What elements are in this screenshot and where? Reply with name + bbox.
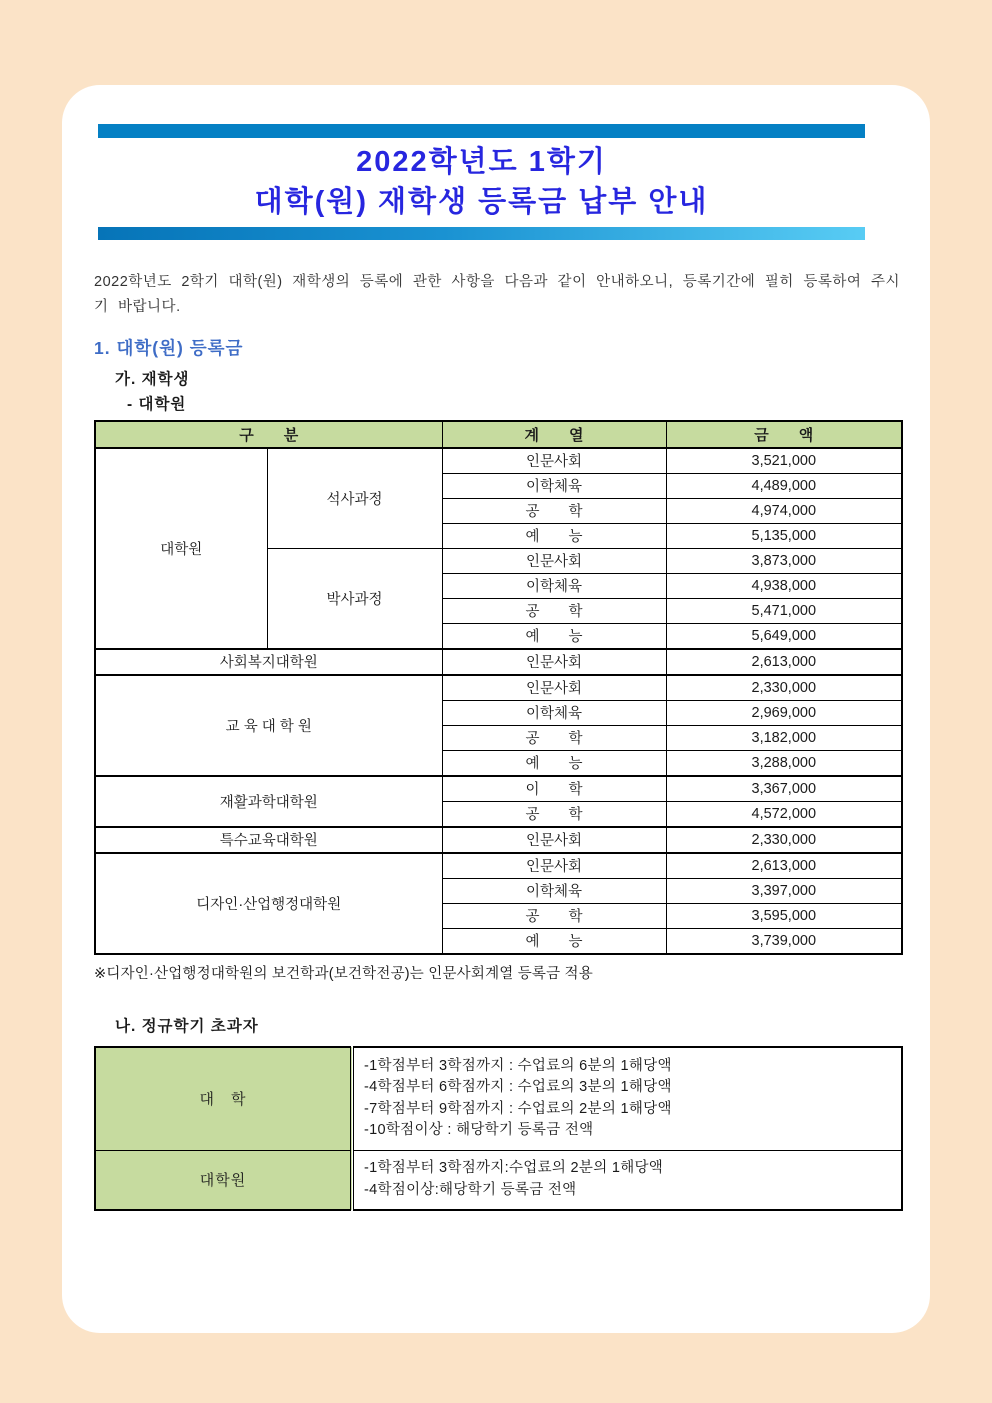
table-row	[95, 827, 902, 853]
cell-category: 이학체육	[442, 573, 666, 598]
header-cell-gubun: 구 분	[95, 421, 442, 448]
title-line-1: 2022학년도 1학기	[356, 146, 607, 178]
cell-amount: 4,489,000	[666, 473, 902, 498]
cell-amount: 2,330,000	[666, 827, 902, 853]
cell-group-jaehwal: 재활과학대학원	[95, 776, 442, 827]
cell-amount: 4,572,000	[666, 801, 902, 827]
cell-amount: 3,739,000	[666, 928, 902, 954]
cell-amount: 3,182,000	[666, 725, 902, 750]
document-title	[98, 138, 865, 227]
table-row	[95, 853, 902, 879]
table-row	[95, 776, 902, 802]
cell-category: 예 능	[442, 623, 666, 649]
cell-group-design: 디자인·산업행정대학원	[95, 853, 442, 954]
cell-category: 인문사회	[442, 853, 666, 879]
header-cell-gyeyeol: 계 열	[442, 421, 666, 448]
cell-category: 예 능	[442, 523, 666, 548]
cell-group-teuksu: 특수교육대학원	[95, 827, 442, 853]
cell-amount: 4,938,000	[666, 573, 902, 598]
cell-amount: 5,471,000	[666, 598, 902, 623]
cell-amount: 2,613,000	[666, 649, 902, 675]
desc-line: -4학점이상:해당학기 등록금 전액	[364, 1181, 577, 1198]
title-top-bar	[98, 124, 865, 138]
cell-category: 공 학	[442, 903, 666, 928]
table-row	[95, 649, 902, 675]
cell-category: 인문사회	[442, 548, 666, 573]
cell-category: 예 능	[442, 750, 666, 776]
tuition-table-header-row	[95, 421, 902, 448]
cell-group-baksa: 박사과정	[267, 548, 442, 649]
cell-label-university: 대 학	[95, 1047, 352, 1151]
desc-line: -7학점부터 9학점까지 : 수업료의 2분의 1해당액	[364, 1100, 672, 1117]
cell-amount: 2,613,000	[666, 853, 902, 879]
desc-line: -10학점이상 : 해당학기 등록금 전액	[364, 1122, 594, 1138]
subsection-dash-label: - 대학원	[127, 395, 187, 413]
cell-category: 이 학	[442, 776, 666, 802]
intro-paragraph: 2022학년도 2학기 대학(원) 재학생의 등록에 관한 사항을 다음과 같이 안내하오니, 등록기간에 필히 등록하여 주시기 바랍니다.	[94, 274, 900, 315]
cell-category: 인문사회	[442, 675, 666, 701]
cell-category: 공 학	[442, 498, 666, 523]
subsection-a-label: 가. 재학생	[115, 370, 190, 388]
cell-amount: 3,397,000	[666, 878, 902, 903]
cell-category: 공 학	[442, 598, 666, 623]
title-bottom-bar	[98, 227, 865, 240]
cell-group-seoksa: 석사과정	[267, 448, 442, 549]
document-card	[62, 85, 930, 1333]
section-b-heading: 나. 정규학기 초과자	[115, 1017, 259, 1035]
excess-semester-table	[94, 1046, 903, 1211]
tuition-table	[94, 420, 903, 955]
cell-category: 인문사회	[442, 649, 666, 675]
table-row	[95, 675, 902, 701]
cell-desc-gradschool	[352, 1150, 902, 1210]
cell-category: 인문사회	[442, 827, 666, 853]
cell-category: 인문사회	[442, 448, 666, 474]
table-row	[95, 1150, 902, 1210]
design-school-note: ※디자인·산업행정대학원의 보건학과(보건학전공)는 인문사회계열 등록금 적용	[94, 965, 593, 982]
cell-category: 공 학	[442, 725, 666, 750]
cell-category: 이학체육	[442, 700, 666, 725]
cell-category: 이학체육	[442, 878, 666, 903]
cell-amount: 2,969,000	[666, 700, 902, 725]
cell-group-sahoebokji: 사회복지대학원	[95, 649, 442, 675]
cell-amount: 5,135,000	[666, 523, 902, 548]
header-cell-geumaek: 금 액	[666, 421, 902, 448]
cell-label-gradschool: 대학원	[95, 1150, 352, 1210]
cell-desc-university	[352, 1047, 902, 1151]
cell-amount: 2,330,000	[666, 675, 902, 701]
cell-category: 공 학	[442, 801, 666, 827]
title-line-2: 대학(원) 재학생 등록금 납부 안내	[254, 186, 709, 218]
document-content	[62, 85, 930, 1211]
desc-line: -1학점부터 3학점까지:수업료의 2분의 1해당액	[364, 1160, 664, 1176]
table-row	[95, 448, 902, 474]
cell-amount: 4,974,000	[666, 498, 902, 523]
desc-line: -4학점부터 6학점까지 : 수업료의 3분의 1해당액	[364, 1079, 672, 1095]
cell-amount: 5,649,000	[666, 623, 902, 649]
cell-amount: 3,595,000	[666, 903, 902, 928]
cell-category: 이학체육	[442, 473, 666, 498]
cell-amount: 3,873,000	[666, 548, 902, 573]
cell-group-gyoyuk: 교 육 대 학 원	[95, 675, 442, 776]
section-1-heading: 1. 대학(원) 등록금	[94, 337, 244, 358]
cell-category: 예 능	[442, 928, 666, 954]
table-row	[95, 1047, 902, 1151]
cell-amount: 3,521,000	[666, 448, 902, 474]
cell-group-daehagwon: 대학원	[95, 448, 267, 649]
desc-line: -1학점부터 3학점까지 : 수업료의 6분의 1해당액	[364, 1057, 672, 1074]
cell-amount: 3,288,000	[666, 750, 902, 776]
cell-amount: 3,367,000	[666, 776, 902, 802]
